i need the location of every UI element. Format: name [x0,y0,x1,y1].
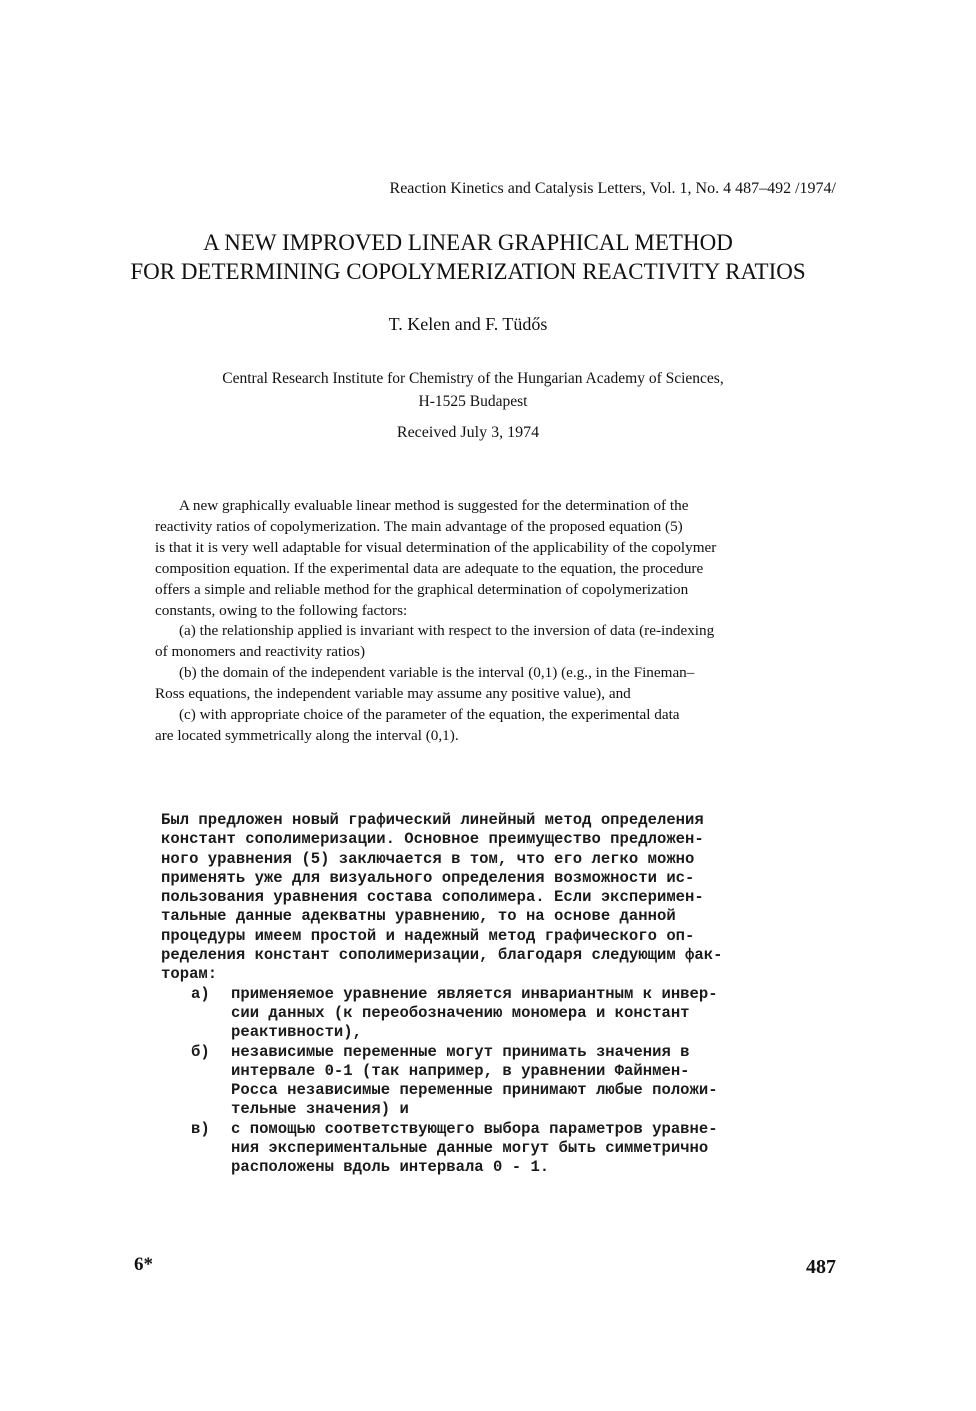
russian-line: Был предложен новый графический линейный метод определения [161,811,704,829]
abstract-english [155,496,848,747]
russian-line: ределения констант сополимеризации, благодаря следующим фак- [161,946,723,965]
russian-line: с помощью соответствующего выбора параметров уравне- [231,1119,718,1138]
russian-line: реактивности), [231,1023,363,1042]
russian-list-item [161,985,851,1043]
abstract-line: (a) the relationship applied is invariant with respect to the inversion of data (re-indexing [179,622,715,640]
received-date: Received July 3, 1974 [396,424,540,441]
abstract-line: A new graphically evaluable linear method is suggested for the determination of the [179,497,689,514]
abstract-line: composition equation. If the experimental data are adequate to the equation, the procedure [155,559,704,577]
abstract-line: offers a simple and reliable method for the graphical determination of copolymerization [155,580,689,598]
russian-line: Росса независимые переменные принимают любые положи- [231,1081,718,1100]
russian-line: применять уже для визуального определения возможности ис- [161,868,695,887]
list-label: б) [191,1042,210,1061]
russian-line: ного уравнения (5) заключается в том, что его легко можно [161,849,695,868]
list-label: а) [191,984,210,1003]
abstract-line: of monomers and reactivity ratios) [155,643,366,661]
russian-line: констант сополимеризации. Основное преимущество предложен- [161,830,704,849]
affiliation-line: Central Research Institute for Chemistry of the Hungarian Academy of Sciences, [222,370,724,387]
russian-line: тальные данные адекватны уравнению, то на основе данной [161,907,676,926]
affiliation-line: H-1525 Budapest [418,393,528,410]
russian-list-item [161,1043,851,1120]
russian-line: тельные значения) и [231,1100,409,1119]
paper-title [0,228,936,286]
russian-line: применяемое уравнение является инвариантным к инвер- [231,984,718,1003]
abstract-russian [161,811,851,1178]
russian-line: расположены вдоль интервала 0 - 1. [231,1158,550,1177]
page-number: 487 [806,1256,836,1278]
list-label: в) [191,1119,210,1138]
abstract-line: reactivity ratios of copolymerization. The main advantage of the proposed equation (5) [155,517,683,535]
abstract-line: (c) with appropriate choice of the parameter of the equation, the experimental data [179,706,680,724]
abstract-line: Ross equations, the independent variable may assume any positive value), and [155,685,631,703]
authors: T. Kelen and F. Tüdős [388,314,548,334]
abstract-line: (b) the domain of the independent variable is the interval (0,1) (e.g., in the Fineman– [179,664,695,682]
russian-line: торам: [161,965,218,984]
russian-line: независимые переменные могут принимать значения в [231,1042,690,1061]
affiliation [0,367,946,413]
russian-line: пользования уравнения состава сополимера. Если эксперимен- [161,888,704,907]
signature-mark: 6* [134,1254,153,1275]
title-line: FOR DETERMINING COPOLYMERIZATION REACTIVITY RATIOS [130,259,806,284]
russian-line: сии данных (к переобозначению мономера и констант [231,1003,690,1022]
abstract-line: are located symmetrically along the interval (0,1). [155,726,459,744]
abstract-line: constants, owing to the following factors: [155,601,408,619]
russian-line: интервале 0-1 (так например, в уравнении Файнмен- [231,1061,690,1080]
russian-line: ния экспериментальные данные могут быть симметрично [231,1139,709,1158]
abstract-line: is that it is very well adaptable for visual determination of the applicability of the copolymer [155,538,717,556]
russian-list-item [161,1120,851,1178]
russian-line: процедуры имеем простой и надежный метод графического оп- [161,926,695,945]
title-line: A NEW IMPROVED LINEAR GRAPHICAL METHOD [203,230,733,255]
journal-citation: Reaction Kinetics and Catalysis Letters, Vol. 1, No. 4 487–492 /1974/ [389,180,836,197]
